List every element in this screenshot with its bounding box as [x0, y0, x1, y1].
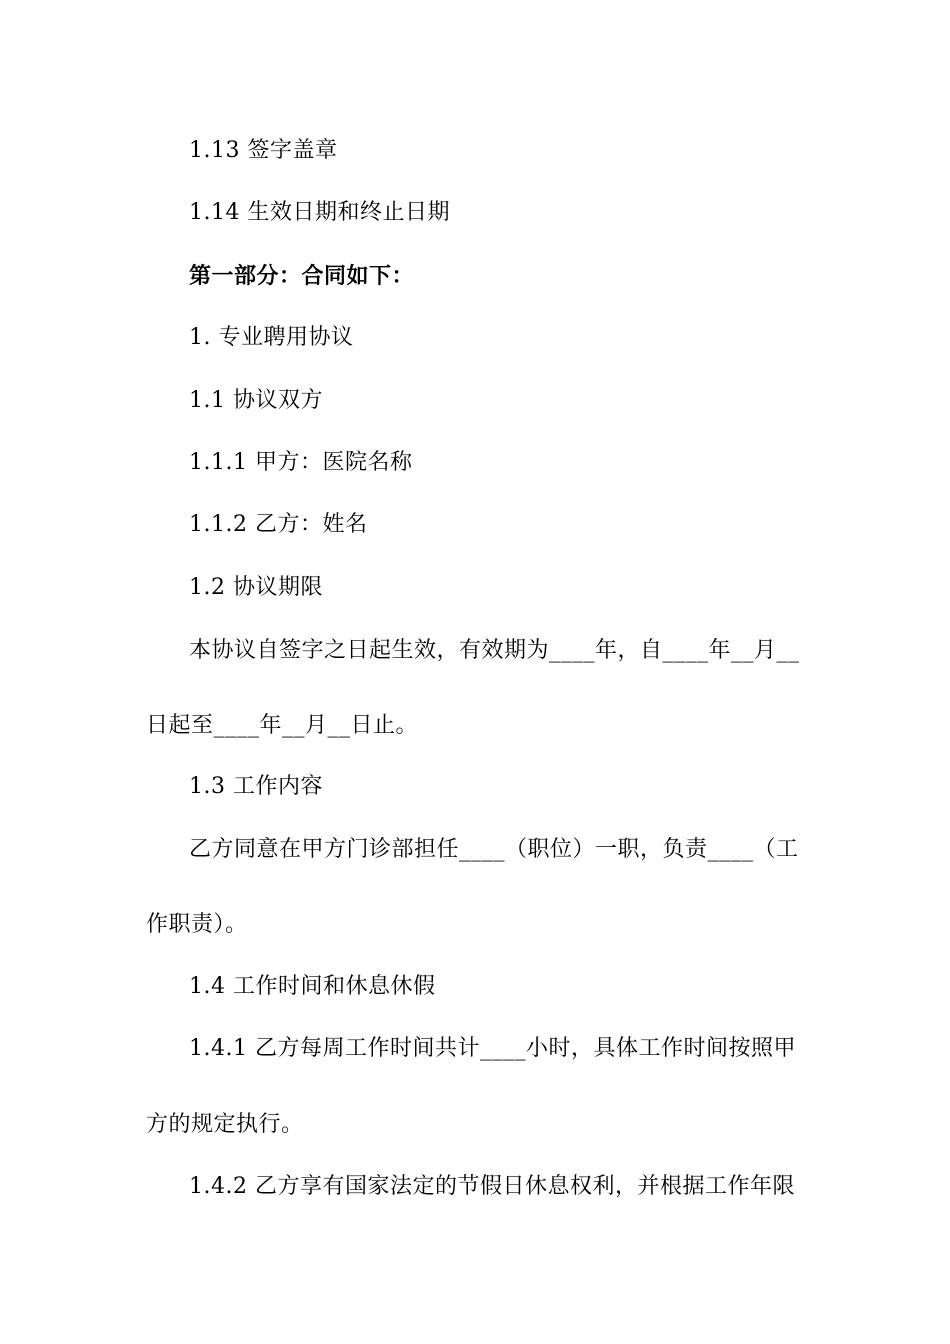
section-1-4-1-line-2: 方的规定执行。 [146, 1112, 304, 1137]
section-1-title: 1. 专业聘用协议 [189, 325, 354, 350]
term-paragraph-line-2: 日起至____年__月__日止。 [146, 713, 419, 738]
section-1-1-1: 1.1.1 甲方：医院名称 [189, 450, 413, 475]
part-one-heading: 第一部分：合同如下： [189, 263, 415, 289]
section-1-1: 1.1 协议双方 [189, 388, 323, 413]
section-1-13: 1.13 签字盖章 [189, 138, 338, 163]
section-1-4-1-line-1: 1.4.1 乙方每周工作时间共计____小时，具体工作时间按照甲 [189, 1036, 796, 1061]
section-1-1-2: 1.1.2 乙方：姓名 [189, 512, 368, 537]
section-1-4: 1.4 工作时间和休息休假 [189, 974, 436, 999]
section-1-4-2-line-1: 1.4.2 乙方享有国家法定的节假日休息权利，并根据工作年限 [189, 1174, 795, 1199]
section-1-14: 1.14 生效日期和终止日期 [189, 200, 450, 225]
content-paragraph-line-2: 作职责）。 [146, 912, 248, 937]
section-1-2: 1.2 协议期限 [189, 575, 323, 600]
content-paragraph-line-1: 乙方同意在甲方门诊部担任____（职位）一职，负责____（工 [189, 837, 799, 862]
term-paragraph-line-1: 本协议自签字之日起生效，有效期为____年，自____年__月__ [189, 638, 800, 663]
section-1-3: 1.3 工作内容 [189, 774, 323, 799]
